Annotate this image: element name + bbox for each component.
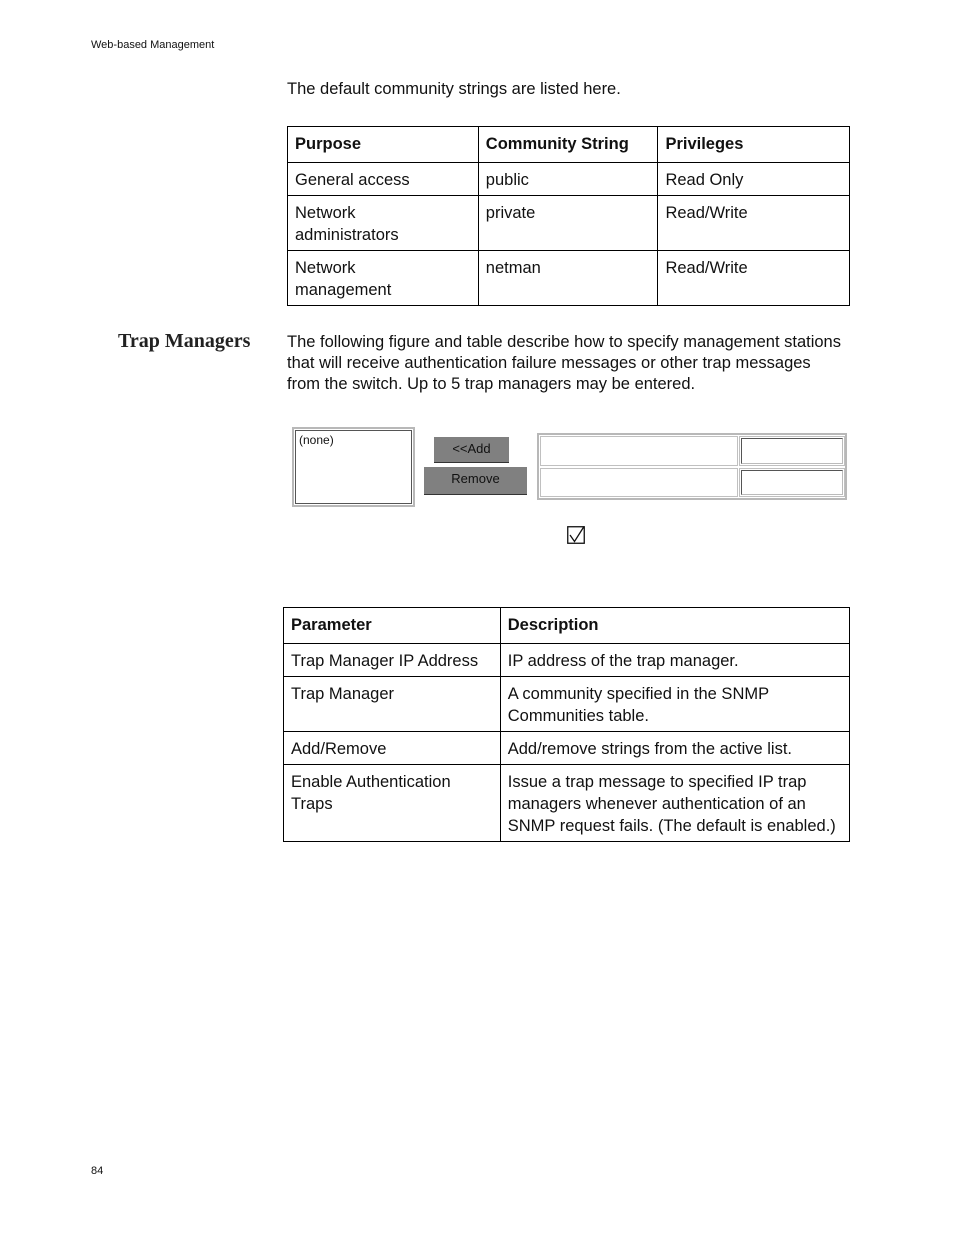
remove-button[interactable]: Remove xyxy=(424,467,527,495)
trap-manager-community-field[interactable] xyxy=(741,470,843,495)
table-cell: Read/Write xyxy=(658,251,850,306)
table-header-row xyxy=(288,127,850,163)
add-button[interactable]: <<Add xyxy=(434,437,509,463)
table-cell: Add/remove strings from the active list. xyxy=(500,732,849,765)
parameter-description-table xyxy=(283,607,850,842)
grid-field-cell xyxy=(739,436,845,466)
table-cell: Add/Remove xyxy=(284,732,501,765)
trap-manager-entry-grid xyxy=(537,433,847,500)
table-row xyxy=(288,163,850,196)
column-header-privileges: Privileges xyxy=(658,127,850,163)
column-header-description: Description xyxy=(500,608,849,644)
trap-manager-list[interactable] xyxy=(292,427,415,507)
table-cell: Issue a trap message to specified IP trap managers whenever authentication of an SNMP request fails. (The default is enabled.) xyxy=(500,765,849,842)
column-header-purpose: Purpose xyxy=(288,127,479,163)
table-cell: Network administrators xyxy=(288,196,479,251)
table-cell: Trap Manager IP Address xyxy=(284,644,501,677)
table-cell: General access xyxy=(288,163,479,196)
table-cell: IP address of the trap manager. xyxy=(500,644,849,677)
table-cell: private xyxy=(478,196,658,251)
section-heading-trap-managers: Trap Managers xyxy=(118,330,251,352)
table-row xyxy=(284,644,850,677)
table-cell: Trap Manager xyxy=(284,677,501,732)
checkbox-checked-icon[interactable] xyxy=(567,526,585,544)
table-cell: Read Only xyxy=(658,163,850,196)
table-cell: Network management xyxy=(288,251,479,306)
table-cell: Read/Write xyxy=(658,196,850,251)
table-row xyxy=(284,677,850,732)
table-cell: netman xyxy=(478,251,658,306)
table-row xyxy=(288,251,850,306)
table-cell: public xyxy=(478,163,658,196)
community-strings-table xyxy=(287,126,850,306)
table-row xyxy=(284,765,850,842)
trap-manager-ip-field[interactable] xyxy=(741,438,843,464)
grid-label-cell xyxy=(540,468,738,497)
column-header-parameter: Parameter xyxy=(284,608,501,644)
page-number: 84 xyxy=(91,1165,104,1177)
column-header-community-string: Community String xyxy=(478,127,658,163)
table-cell: Enable Authentication Traps xyxy=(284,765,501,842)
section-body-text: The following figure and table describe how to specify management stations that will receive authentication failure messages or other trap messages from the switch. Up to 5 trap managers may be entered. xyxy=(287,333,841,393)
running-head: Web-based Management xyxy=(91,39,215,51)
table-cell: A community specified in the SNMP Communities table. xyxy=(500,677,849,732)
intro-text: The default community strings are listed here. xyxy=(287,80,621,98)
grid-label-cell xyxy=(540,436,738,466)
grid-field-cell xyxy=(739,468,845,497)
trap-manager-list-value: (none) xyxy=(295,430,412,504)
table-header-row xyxy=(284,608,850,644)
table-row xyxy=(284,732,850,765)
table-row xyxy=(288,196,850,251)
